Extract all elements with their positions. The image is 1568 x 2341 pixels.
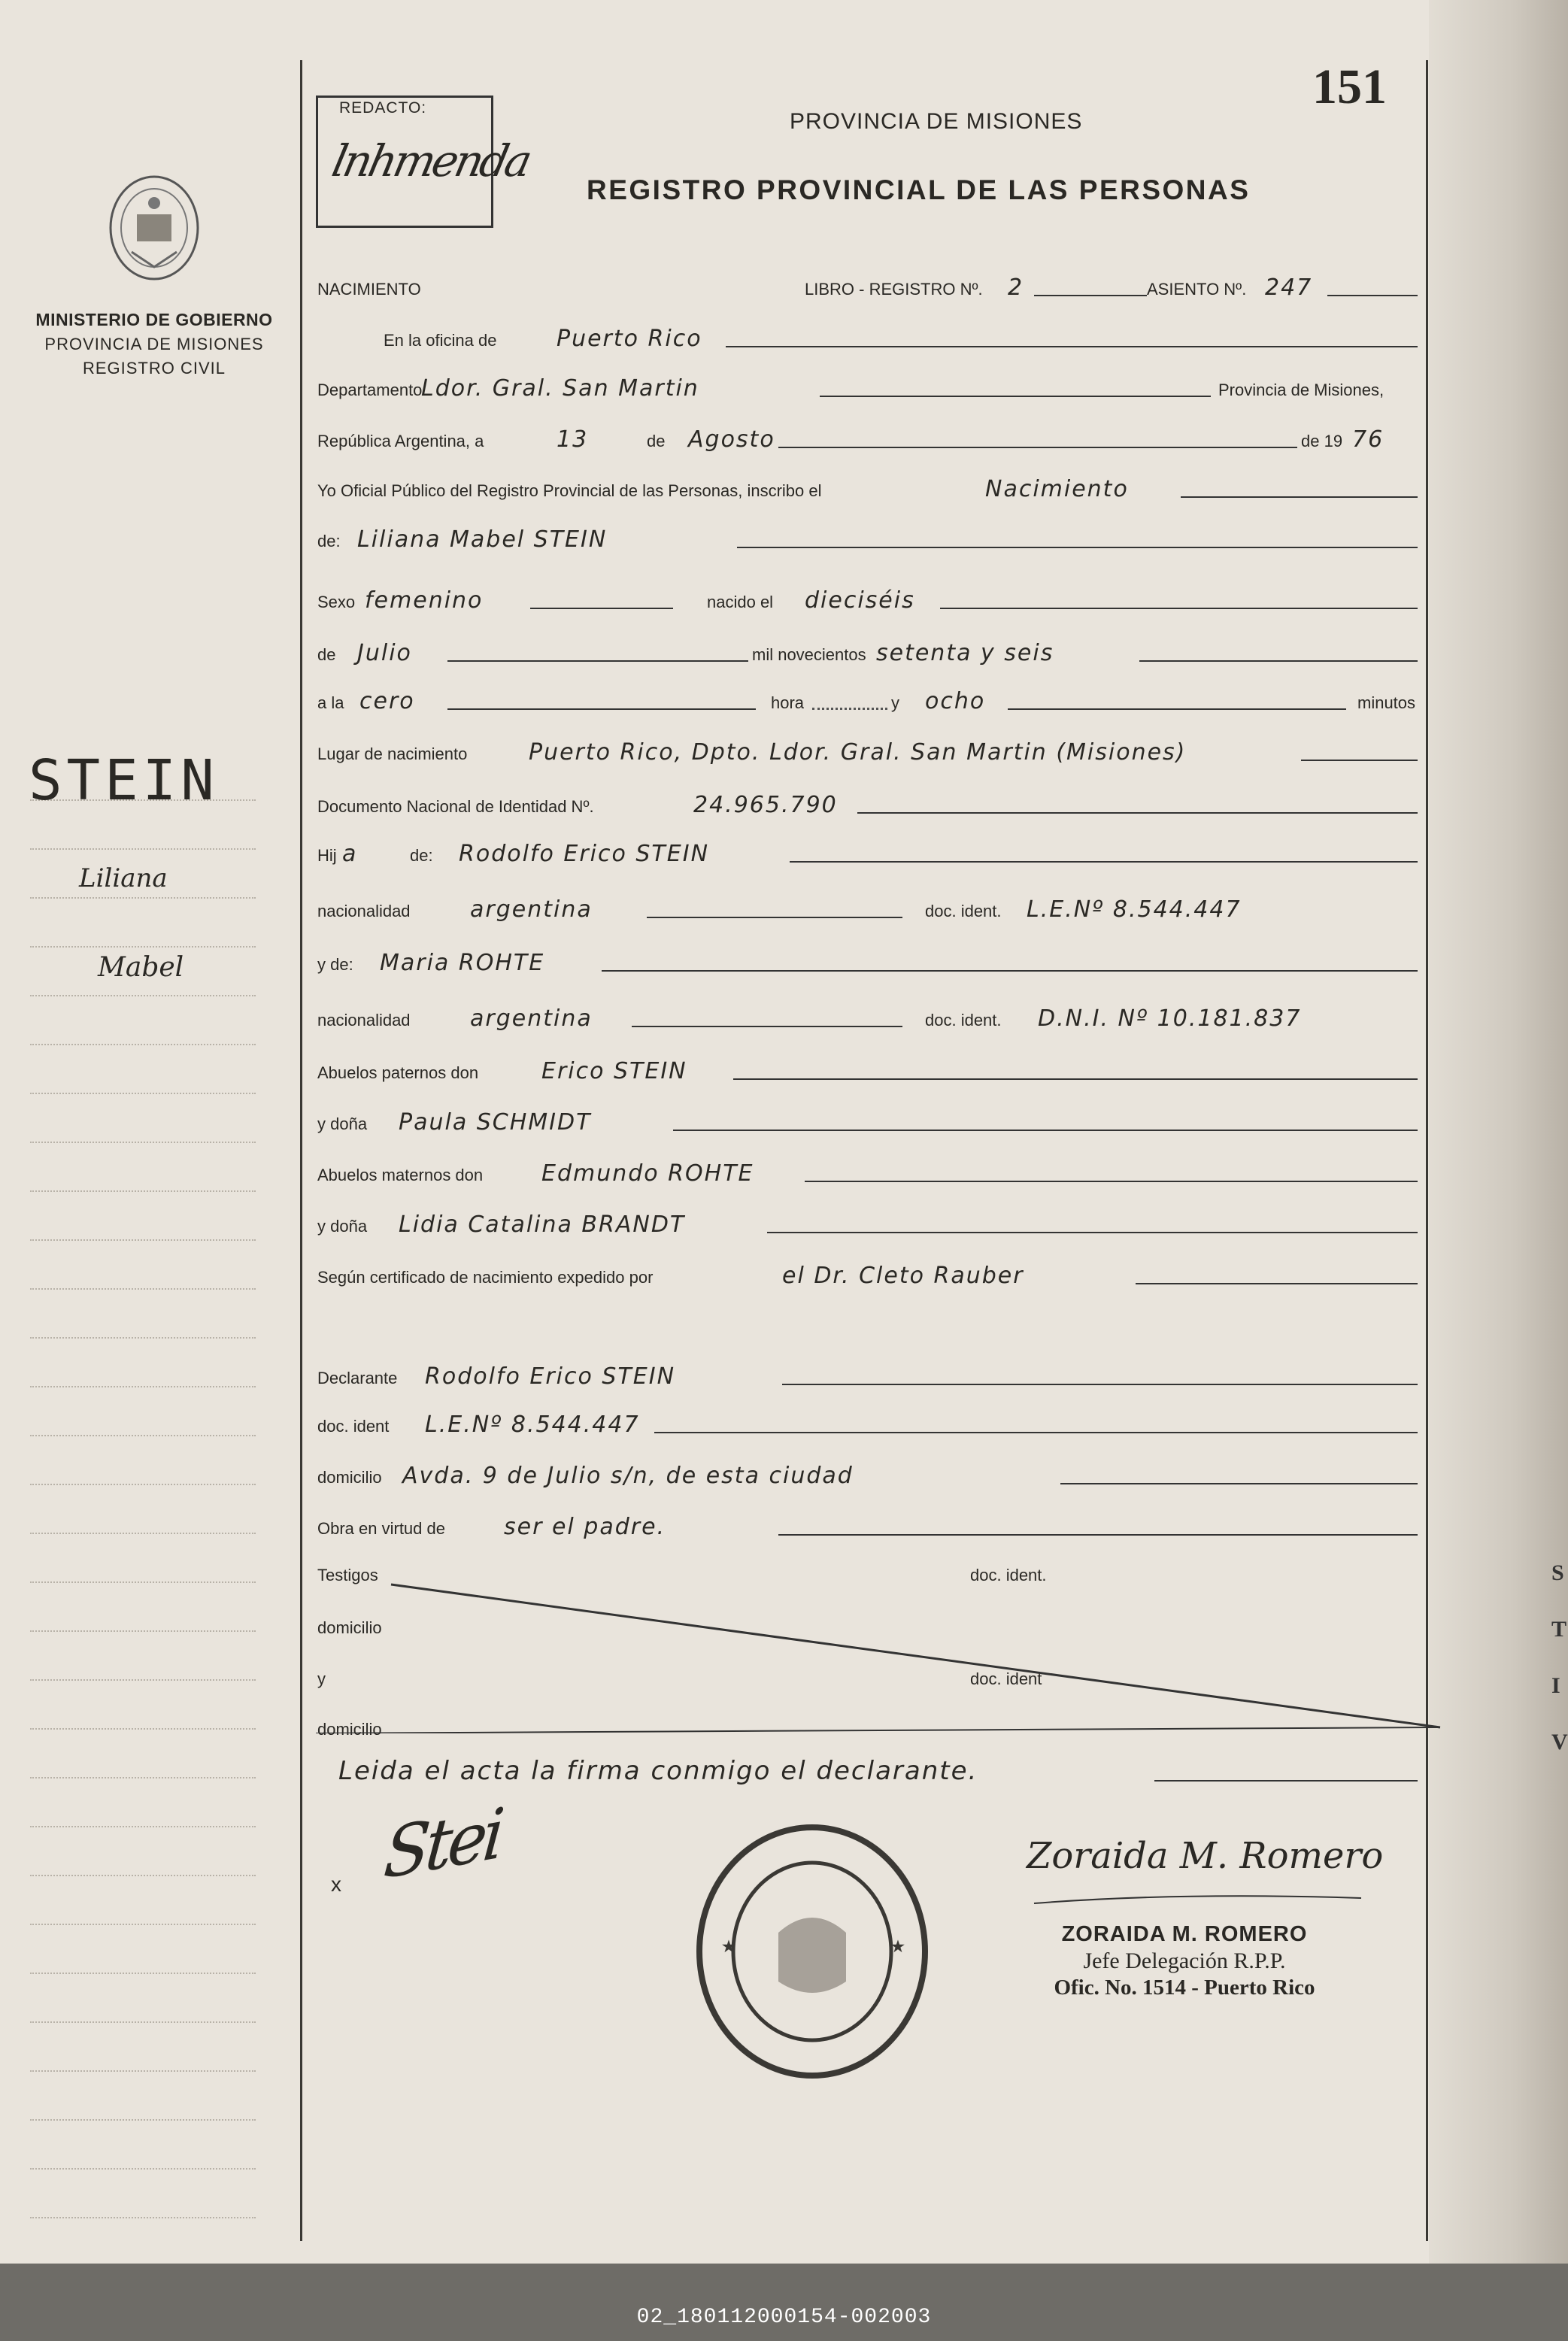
padre-doc-value: L.E.Nº 8.544.447 — [1027, 896, 1242, 923]
svg-text:★: ★ — [722, 1939, 735, 1955]
oficina-label: En la oficina de — [384, 331, 497, 350]
scan-caption: 02_180112000154-002003 — [636, 2306, 932, 2329]
ministry-block — [30, 310, 278, 378]
row-abuelo-paterno — [316, 1054, 1418, 1087]
departamento-value: Ldor. Gral. San Martin — [421, 375, 699, 402]
hij-de-label: de: — [410, 846, 433, 865]
hij-value: a — [342, 841, 358, 867]
mes-value: Agosto — [688, 426, 775, 453]
row-declarante — [316, 1360, 1418, 1393]
abuelos-maternos-label: Abuelos maternos don — [317, 1166, 484, 1184]
ministry-registry: REGISTRO CIVIL — [82, 359, 226, 378]
provincia-suffix: Provincia de Misiones, — [1218, 381, 1385, 399]
row-lugar — [316, 735, 1418, 769]
row-mes-nacimiento — [316, 636, 1418, 669]
right-rule — [1426, 60, 1428, 2241]
closing-value: Leida el acta la firma conmigo el declarante. — [338, 1756, 978, 1786]
officer-block — [1023, 1922, 1346, 2000]
row-closing — [316, 1756, 1418, 1789]
padre-value: Rodolfo Erico STEIN — [459, 841, 710, 867]
domicilio-label: domicilio — [317, 1468, 382, 1487]
declarante-doc-label: doc. ident — [317, 1417, 390, 1436]
row-padre — [316, 837, 1418, 870]
testigos-y-label: y — [317, 1669, 326, 1688]
officer-name: ZORAIDA M. ROMERO — [1061, 1922, 1308, 1946]
departamento-label: Departamento — [317, 381, 423, 399]
padre-doc-label: doc. ident. — [925, 902, 1002, 920]
nacido-label: nacido el — [707, 593, 774, 611]
documento-label: Documento Nacional de Identidad Nº. — [317, 797, 594, 816]
nacido-value: dieciséis — [805, 587, 915, 614]
de-mes-label: de — [317, 645, 336, 664]
row-madre-nacionalidad — [316, 1002, 1418, 1035]
edge-letter: I — [1551, 1673, 1560, 1698]
mil-novecientos-label: mil novecientos — [752, 645, 866, 664]
anio-value: 76 — [1352, 426, 1385, 453]
abuelos-paternos-label: Abuelos paternos don — [317, 1063, 479, 1082]
registry-title: REGISTRO PROVINCIAL DE LAS PERSONAS — [587, 174, 1251, 205]
row-declarante-doc — [316, 1408, 1418, 1441]
nacimiento-label: NACIMIENTO — [317, 280, 421, 299]
y-label: y — [891, 693, 899, 712]
abuela-materna-value: Lidia Catalina BRANDT — [399, 1211, 686, 1238]
y-dona-label: y doña — [317, 1114, 368, 1133]
page-right-edge — [1429, 0, 1568, 2264]
row-sexo — [316, 584, 1418, 617]
testigos-doc-label: doc. ident. — [970, 1566, 1047, 1584]
de-nombre-label: de: — [317, 532, 341, 550]
abuelo-paterno-value: Erico STEIN — [541, 1058, 687, 1084]
row-inscribo — [316, 472, 1418, 505]
officer-signature: Zoraida M. Romero — [1027, 1835, 1384, 1877]
edge-letter: T — [1551, 1617, 1567, 1642]
testigos-domicilio2-label: domicilio — [317, 1720, 382, 1739]
certificado-label: Según certificado de nacimiento expedido por — [317, 1268, 654, 1287]
inscribo-label: Yo Oficial Público del Registro Provincial de las Personas, inscribo el — [317, 481, 822, 500]
row-documento — [316, 788, 1418, 821]
republica-label: República Argentina, a — [317, 432, 484, 450]
asiento-value: 247 — [1265, 274, 1313, 301]
documento-value: 24.965.790 — [693, 792, 838, 818]
ministry-name: MINISTERIO DE GOBIERNO — [35, 310, 273, 329]
declarante-label: Declarante — [317, 1369, 398, 1387]
row-republica — [316, 423, 1418, 456]
row-domicilio — [316, 1459, 1418, 1492]
testigos-domicilio-label: domicilio — [317, 1618, 382, 1637]
row-departamento — [316, 371, 1418, 405]
padre-nacionalidad-value: argentina — [470, 896, 593, 923]
row-obra — [316, 1510, 1418, 1543]
testigos-label: Testigos — [317, 1566, 378, 1584]
de-label: de — [647, 432, 666, 450]
oficina-value: Puerto Rico — [557, 326, 702, 352]
minutos-label: minutos — [1357, 693, 1416, 712]
domicilio-value: Avda. 9 de Julio s/n, de esta ciudad — [402, 1463, 854, 1489]
ministry-province: PROVINCIA DE MISIONES — [44, 335, 264, 353]
x-mark: x — [331, 1872, 341, 1896]
asiento-label: ASIENTO Nº. — [1147, 280, 1247, 299]
province-title: PROVINCIA DE MISIONES — [790, 109, 1083, 134]
sexo-value: femenino — [365, 587, 484, 614]
official-stamp-icon — [692, 1820, 933, 2083]
officer-signature-underline — [1030, 1885, 1384, 1915]
y-dona-label: y doña — [317, 1217, 368, 1236]
mes-nacimiento-value: Julio — [357, 640, 412, 666]
declarante-value: Rodolfo Erico STEIN — [425, 1363, 676, 1390]
testigos-doc2-label: doc. ident — [970, 1669, 1042, 1688]
anio-nacimiento-value: setenta y seis — [876, 640, 1054, 666]
row-certificado — [316, 1259, 1418, 1292]
lugar-value: Puerto Rico, Dpto. Ldor. Gral. San Martin (Misiones) — [529, 739, 1187, 766]
libro-value: 2 — [1008, 274, 1024, 301]
margin-first-name: Liliana — [79, 863, 168, 893]
declarante-doc-value: L.E.Nº 8.544.447 — [425, 1412, 640, 1438]
row-madre — [316, 946, 1418, 979]
nombre-value: Liliana Mabel STEIN — [357, 526, 608, 553]
hora-value: cero — [359, 688, 415, 714]
madre-nacionalidad-label: nacionalidad — [317, 1011, 411, 1029]
madre-value: Maria ROHTE — [380, 950, 545, 976]
madre-doc-label: doc. ident. — [925, 1011, 1002, 1029]
testigos-strike-line — [316, 1560, 1444, 1733]
folio-number: 151 — [1312, 59, 1387, 114]
edge-letter: V — [1551, 1730, 1568, 1754]
lugar-label: Lugar de nacimiento — [317, 744, 468, 763]
redacto-box — [316, 96, 534, 228]
provincial-seal-icon — [98, 169, 211, 290]
row-libro — [316, 271, 1418, 304]
row-abuela-paterna — [316, 1105, 1418, 1139]
svg-text:★: ★ — [891, 1939, 905, 1955]
inscribo-value: Nacimiento — [985, 476, 1129, 502]
row-hora — [316, 684, 1418, 717]
obra-label: Obra en virtud de — [317, 1519, 445, 1538]
row-padre-nacionalidad — [316, 893, 1418, 926]
anio-label: de 19 — [1301, 432, 1343, 450]
a-la-label: a la — [317, 693, 344, 712]
certificado-value: el Dr. Cleto Rauber — [782, 1263, 1024, 1289]
hora-label: hora — [771, 693, 805, 712]
margin-surname: STEIN — [29, 748, 219, 813]
margin-second-name: Mabel — [98, 952, 184, 983]
margin-rule — [300, 60, 302, 2241]
redacto-signature: lnhmenda — [327, 135, 534, 186]
minutos-value: ocho — [925, 688, 986, 714]
obra-value: ser el padre. — [504, 1514, 666, 1540]
madre-nacionalidad-value: argentina — [470, 1005, 593, 1032]
padre-nacionalidad-label: nacionalidad — [317, 902, 411, 920]
row-abuela-materna — [316, 1208, 1418, 1241]
madre-doc-value: D.N.I. Nº 10.181.837 — [1038, 1005, 1302, 1032]
scan-bottom-strip — [0, 2264, 1568, 2341]
dia-value: 13 — [557, 426, 589, 453]
redacto-label: REDACTO: — [339, 99, 427, 117]
row-oficina — [316, 322, 1418, 355]
edge-letter: S — [1551, 1560, 1564, 1585]
officer-title: Jefe Delegación R.P.P. — [1083, 1948, 1286, 1973]
y-de-label: y de: — [317, 955, 353, 974]
libro-label: LIBRO - REGISTRO Nº. — [805, 280, 983, 299]
sexo-label: Sexo — [317, 593, 356, 611]
abuelo-materno-value: Edmundo ROHTE — [541, 1160, 754, 1187]
row-nombre — [316, 523, 1418, 556]
declarant-signature: Stei — [381, 1793, 504, 1896]
abuela-paterna-value: Paula SCHMIDT — [399, 1109, 592, 1136]
officer-office: Ofic. No. 1514 - Puerto Rico — [1054, 1976, 1315, 2000]
row-abuelo-materno — [316, 1157, 1418, 1190]
hij-label: Hij — [317, 846, 337, 865]
